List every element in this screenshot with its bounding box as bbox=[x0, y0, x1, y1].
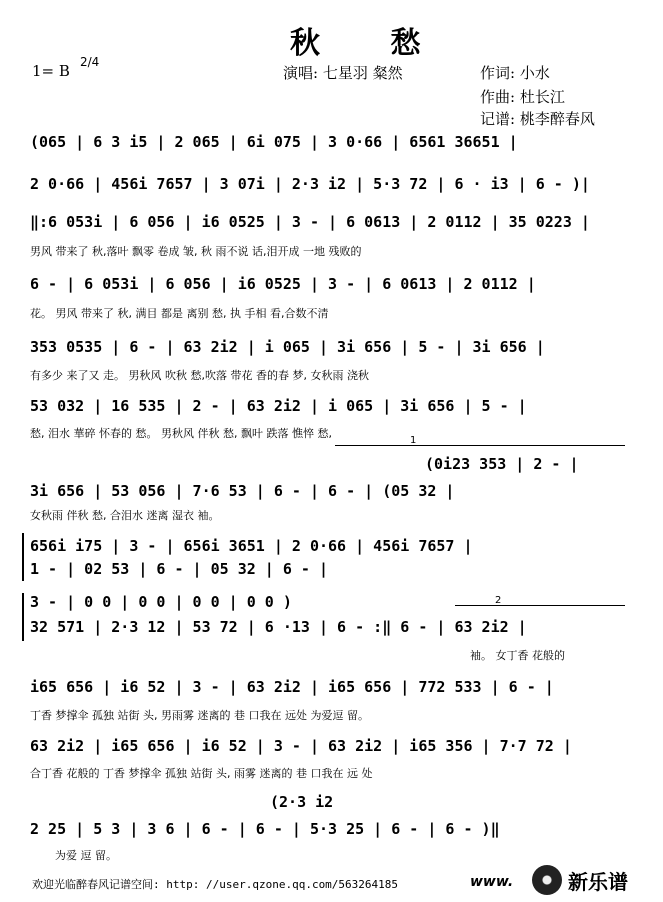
lyrics-line-4: 花。 男风 带来了 秋, 满目 都是 离别 愁, 执 手相 看,合数不清 bbox=[30, 307, 329, 320]
notation-line-2: 2 0·66 | 456i 7657 | 3 07i | 2·3 i2 | 5·3 72 | 6 · i3 | 6 - )| bbox=[30, 175, 590, 193]
notation-line-8: 3i 656 | 53 056 | 7·6 53 | 6 - | 6 - | (05 32 | bbox=[30, 482, 455, 500]
notation-line-4: 6 - | 6 053i | 6 056 | i6 0525 | 3 - | 6 0613 | 2 0112 | bbox=[30, 275, 536, 293]
site-logo bbox=[532, 864, 657, 896]
lyrics-line-5: 有多少 来了又 走。 男秋风 吹秋 愁,吹落 带花 香的春 梦, 女秋雨 浇秋 bbox=[30, 369, 369, 382]
composer-credit: 作曲: 杜长江 bbox=[480, 88, 565, 106]
time-signature-value: 2/4 bbox=[80, 55, 100, 69]
system-brace-2 bbox=[22, 593, 24, 641]
singer-credit: 演唱: 七星羽 粲然 bbox=[283, 64, 403, 82]
notation-line-10: 1 - | 02 53 | 6 - | 05 32 | 6 - | bbox=[30, 560, 329, 578]
second-ending-bracket bbox=[455, 605, 625, 606]
notation-line-11: 3 - | 0 0 | 0 0 | 0 0 | 0 0 ) bbox=[30, 593, 292, 611]
lyrics-line-14: 合丁香 花般的 丁香 梦撑伞 孤独 站街 头, 雨雾 迷离的 巷 口我在 远 处 bbox=[30, 767, 373, 780]
first-ending-number: 1 bbox=[410, 435, 417, 446]
lyrics-line-13: 丁香 梦撑伞 孤独 站街 头, 男雨雾 迷离的 巷 口我在 远处 为爱逗 留。 bbox=[30, 709, 369, 722]
time-signature bbox=[80, 56, 99, 68]
lyrics-line-8: 女秋雨 伴秋 愁, 合泪水 迷离 湿衣 袖。 bbox=[30, 509, 220, 522]
lyrics-line-16: 为爱 逗 留。 bbox=[55, 849, 117, 862]
notation-line-9: 656i i75 | 3 - | 656i 3651 | 2 0·66 | 456i 7657 | bbox=[30, 537, 473, 555]
notation-line-3: ‖:6 053i | 6 056 | i6 0525 | 3 - | 6 0613 | 2 0112 | 35 0223 | bbox=[30, 213, 590, 231]
lyricist-credit: 作词: 小水 bbox=[480, 64, 550, 82]
watermark-url: www. bbox=[470, 874, 514, 890]
notation-line-15: (2·3 i2 bbox=[270, 793, 334, 811]
logo-text: 新乐谱 bbox=[568, 869, 628, 894]
key-signature: 1= B bbox=[32, 62, 70, 80]
first-ending-bracket bbox=[335, 445, 625, 446]
notation-line-5: 353 0535 | 6 - | 63 2i2 | i 065 | 3i 656 | 5 - | 3i 656 | bbox=[30, 338, 545, 356]
score-sheet bbox=[30, 125, 635, 870]
lyrics-line-6: 愁, 泪水 華碎 怀春的 愁。 男秋风 伴秋 愁, 飘叶 跌落 憔悴 愁, bbox=[30, 427, 332, 440]
lyrics-line-3: 男风 带来了 秋,落叶 飘零 卷成 皱, 秋 雨不说 话,泪开成 一地 残败的 bbox=[30, 245, 362, 258]
notation-line-14: 63 2i2 | i65 656 | i6 52 | 3 - | 63 2i2 | i65 356 | 7·7 72 | bbox=[30, 737, 572, 755]
notation-line-7: (0i23 353 | 2 - | bbox=[425, 455, 579, 473]
record-disc-icon bbox=[532, 865, 562, 895]
footer-text: 欢迎光临醉春风记谱空间: http: //user.qzone.qq.com/563264185 bbox=[32, 878, 399, 891]
lyrics-line-12: 袖。 女丁香 花般的 bbox=[470, 649, 565, 662]
transcriber-credit: 记谱: 桃李醉春风 bbox=[480, 110, 595, 128]
system-brace-1 bbox=[22, 533, 24, 581]
second-ending-number: 2 bbox=[495, 595, 502, 606]
notation-line-12: 32 571 | 2·3 12 | 53 72 | 6 ·13 | 6 - :‖ 6 - | 63 2i2 | bbox=[30, 618, 527, 636]
notation-line-16: 2 25 | 5 3 | 3 6 | 6 - | 6 - | 5·3 25 | 6 - | 6 - )‖ bbox=[30, 820, 500, 838]
notation-line-1: (065 | 6 3 i5 | 2 065 | 6i 075 | 3 0·66 | 6561 36651 | bbox=[30, 133, 518, 151]
notation-line-6: 53 032 | 16 535 | 2 - | 63 2i2 | i 065 | 3i 656 | 5 - | bbox=[30, 397, 527, 415]
song-title: 秋 愁 bbox=[290, 26, 451, 61]
notation-line-13: i65 656 | i6 52 | 3 - | 63 2i2 | i65 656 | 772 533 | 6 - | bbox=[30, 678, 554, 696]
